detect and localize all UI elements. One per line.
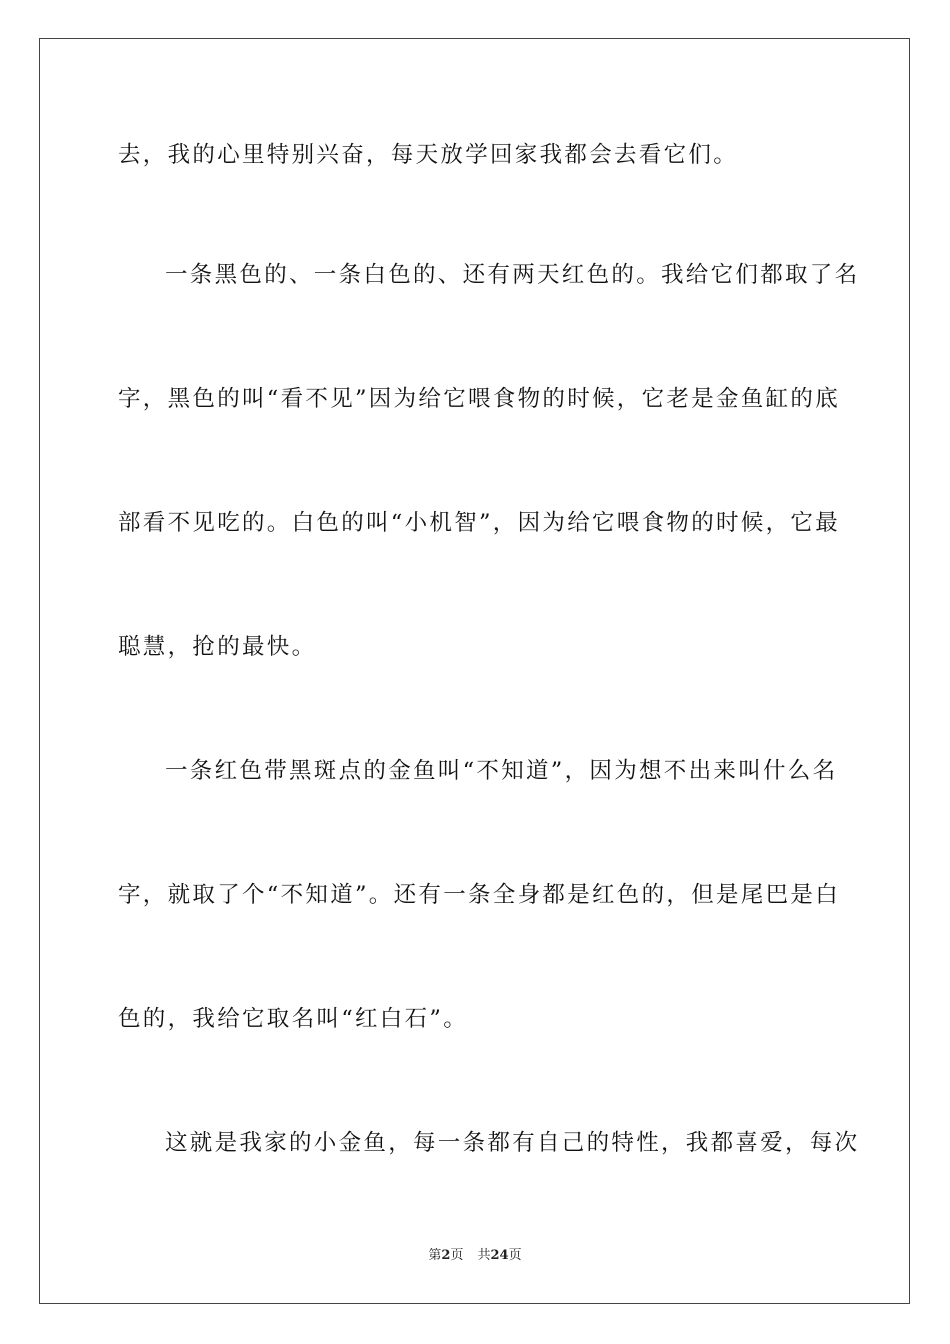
text-line-4: 部看不见吃的。白色的叫“小机智”，因为给它喂食物的时候，它最 xyxy=(118,510,841,536)
text-line-2: 一条黑色的、一条白色的、还有两天红色的。我给它们都取了名 xyxy=(165,262,860,288)
total-suffix: 页 xyxy=(508,1248,522,1263)
text-line-5: 聪慧，抢的最快。 xyxy=(118,634,317,660)
text-line-3: 字，黑色的叫“看不见”因为给它喂食物的时候，它老是金鱼缸的底 xyxy=(118,386,841,412)
page-footer xyxy=(0,1247,950,1265)
page-border xyxy=(39,38,910,1304)
text-line-9: 这就是我家的小金鱼，每一条都有自己的特性，我都喜爱，每次 xyxy=(165,1130,860,1156)
text-line-7: 字，就取了个“不知道”。还有一条全身都是红色的，但是尾巴是白 xyxy=(118,882,841,908)
page-prefix: 第 xyxy=(428,1248,442,1263)
page-suffix: 页 xyxy=(450,1248,464,1263)
text-line-6: 一条红色带黑斑点的金鱼叫“不知道”，因为想不出来叫什么名 xyxy=(165,758,838,784)
total-prefix: 共 xyxy=(477,1248,491,1263)
total-pages: 24 xyxy=(490,1248,509,1263)
text-line-8: 色的，我给它取名叫“红白石”。 xyxy=(118,1006,469,1032)
text-line-1: 去，我的心里特别兴奋，每天放学回家我都会去看它们。 xyxy=(118,142,739,168)
page-number: 2 xyxy=(441,1248,451,1263)
